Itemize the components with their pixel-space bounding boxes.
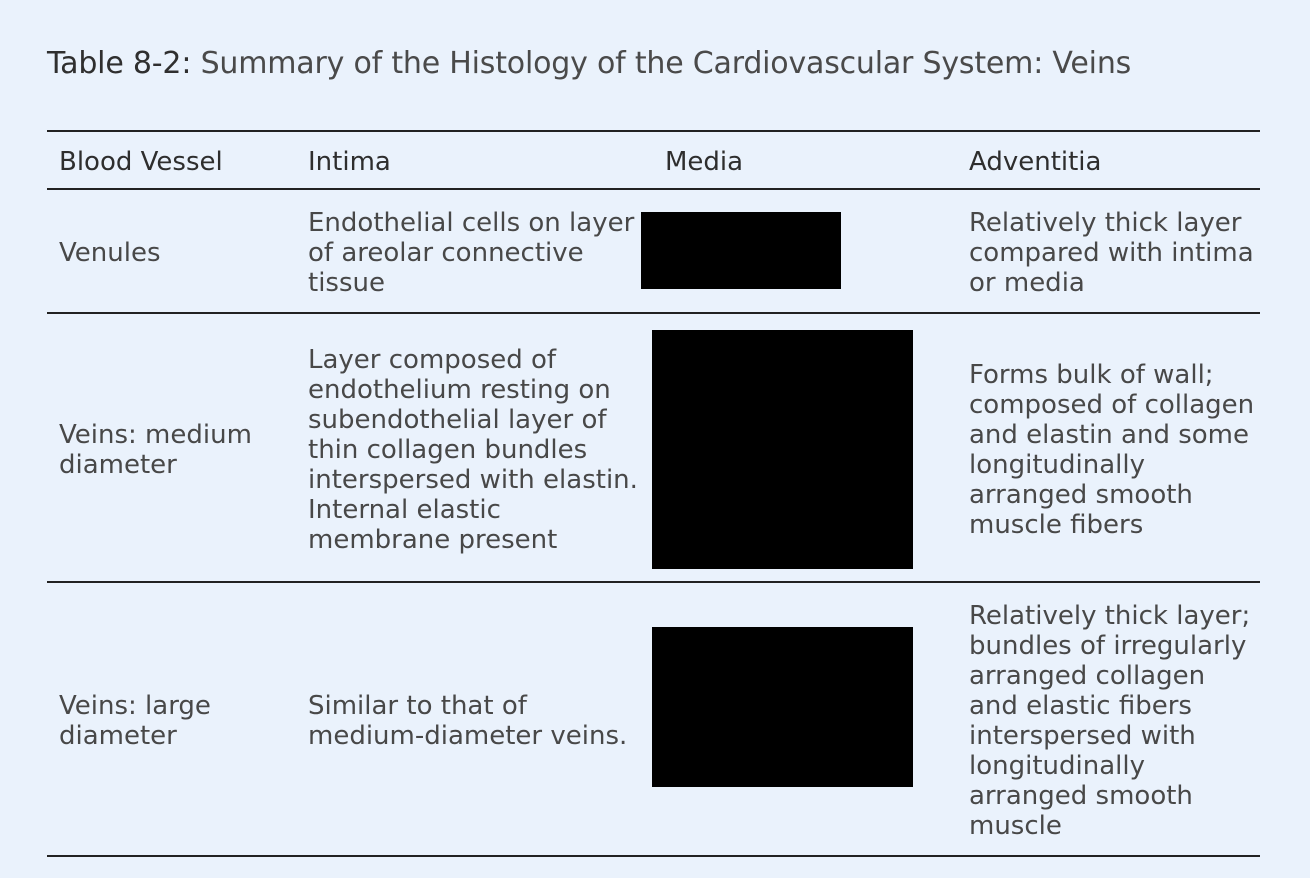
cell-vessel: Veins: large diameter — [47, 582, 296, 856]
histology-table — [47, 130, 1260, 857]
header-adventitia: Adventitia — [957, 131, 1260, 189]
table-row — [47, 313, 1260, 582]
cell-adventitia: Relatively thick layer; bundles of irregularly arranged collagen and elastic fibers interspersed with longitudinally arranged smooth muscle — [957, 582, 1260, 856]
cell-vessel: Venules — [47, 189, 296, 313]
table-row — [47, 582, 1260, 856]
header-blood-vessel: Blood Vessel — [47, 131, 296, 189]
redaction-box — [652, 330, 913, 569]
cell-media — [651, 313, 957, 582]
table-body — [47, 189, 1260, 856]
cell-intima: Layer composed of endothelium resting on subendothelial layer of thin collagen bundles interspersed with elastin. Internal elastic membrane present — [296, 313, 651, 582]
cell-media — [651, 582, 957, 856]
cell-intima: Similar to that of medium-diameter veins. — [296, 582, 651, 856]
redaction-box — [652, 627, 913, 787]
table-header — [47, 131, 1260, 189]
histology-table-container — [47, 130, 1260, 857]
table-row — [47, 189, 1260, 313]
cell-adventitia: Forms bulk of wall; composed of collagen and elastin and some longitudinally arranged smooth muscle fibers — [957, 313, 1260, 582]
table-caption — [47, 44, 1131, 84]
cell-adventitia: Relatively thick layer compared with intima or media — [957, 189, 1260, 313]
header-row — [47, 131, 1260, 189]
cell-media — [651, 189, 957, 313]
cell-intima: Endothelial cells on layer of areolar connective tissue — [296, 189, 651, 313]
table-title: Summary of the Histology of the Cardiovascular System: Veins — [191, 46, 1132, 81]
header-media: Media — [651, 131, 957, 189]
cell-vessel: Veins: medium diameter — [47, 313, 296, 582]
header-intima: Intima — [296, 131, 651, 189]
redaction-box — [641, 212, 841, 289]
table-number: Table 8-2: — [47, 46, 192, 81]
